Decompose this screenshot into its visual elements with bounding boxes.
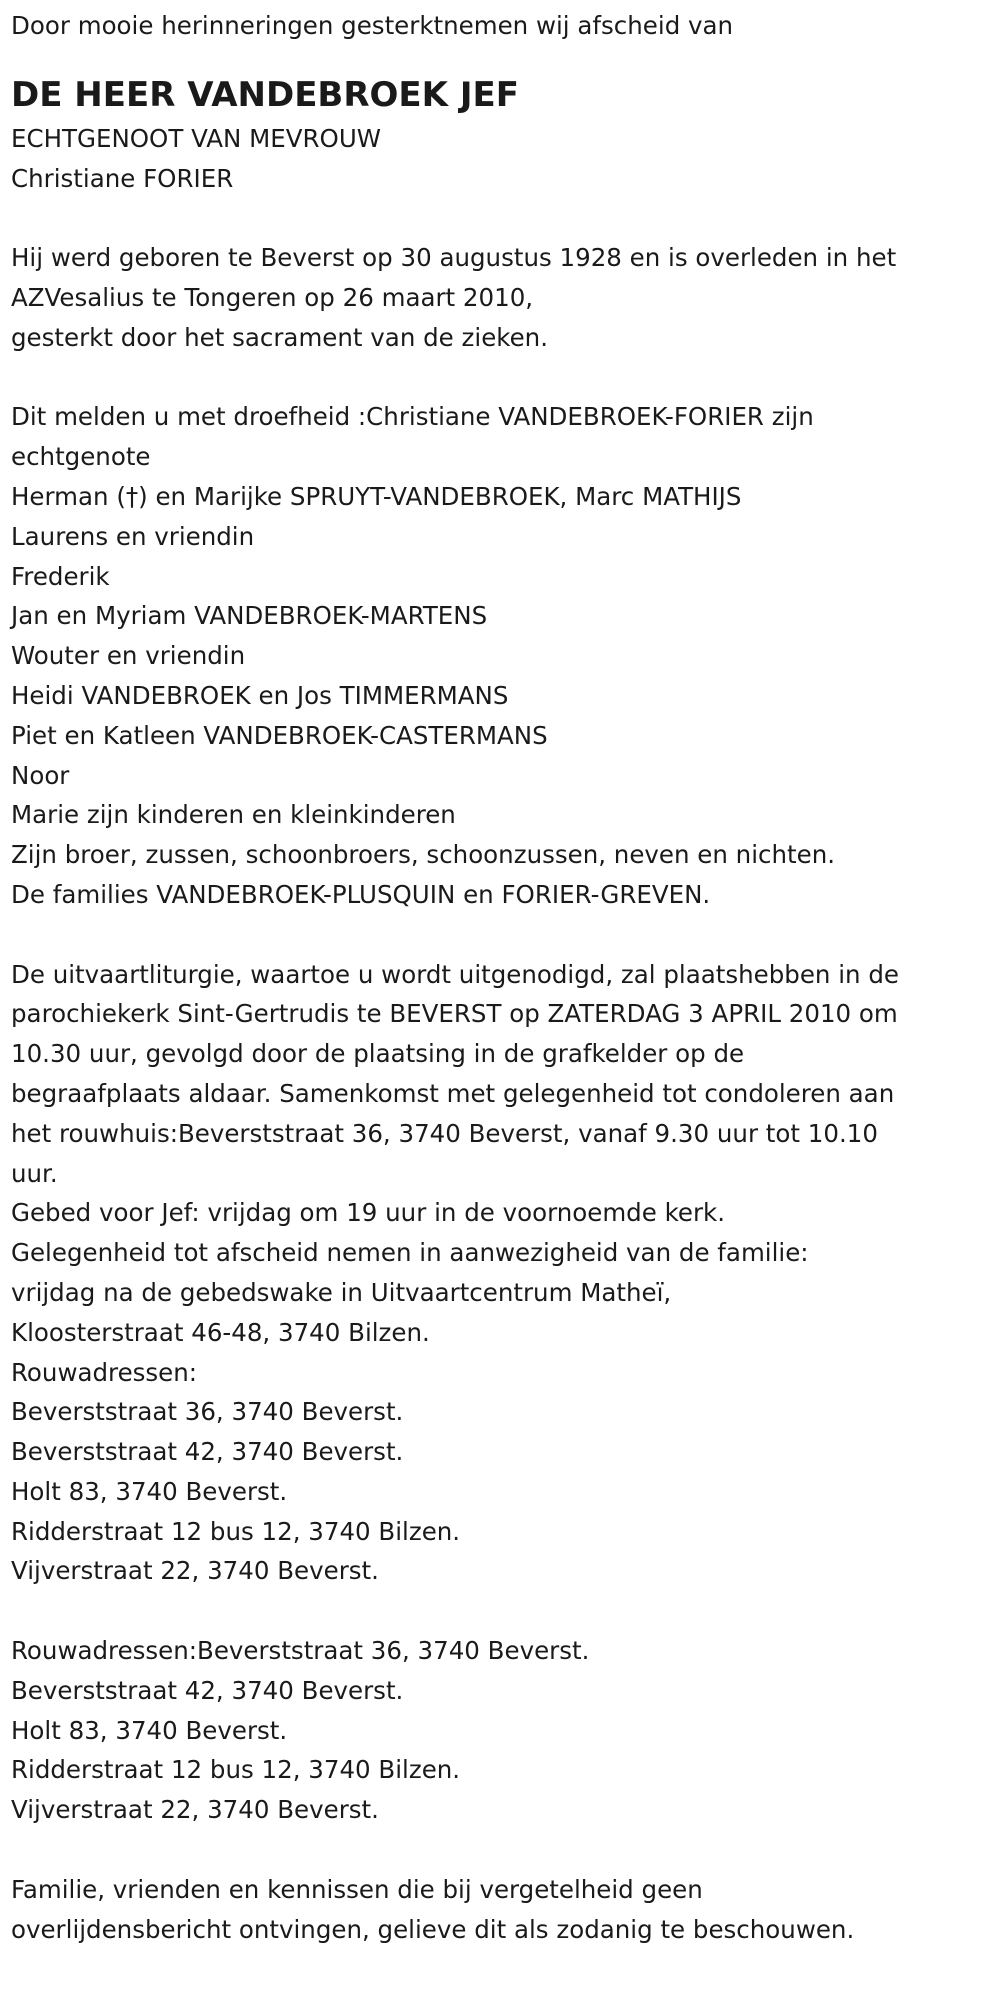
spouse-line: ECHTGENOOT VAN MEVROUW xyxy=(11,123,382,153)
funeral-line: Vijverstraat 22, 3740 Beverst. xyxy=(11,1556,379,1586)
address-line: Rouwadressen:Beverststraat 36, 3740 Beverst. xyxy=(11,1636,590,1666)
funeral-line: Gelegenheid tot afscheid nemen in aanwezigheid van de familie: xyxy=(11,1238,809,1268)
birth-death-line: Hij werd geboren te Beverst op 30 augustus 1928 en is overleden in het xyxy=(11,243,897,273)
birth-death-block xyxy=(11,238,1000,357)
family-line: Dit melden u met droefheid :Christiane VANDEBROEK-FORIER zijn xyxy=(11,402,814,432)
address-line: Beverststraat 42, 3740 Beverst. xyxy=(11,1675,404,1705)
birth-death-line: gesterkt door het sacrament van de zieken. xyxy=(11,322,548,352)
spacer xyxy=(11,915,1000,955)
funeral-line: Beverststraat 36, 3740 Beverst. xyxy=(11,1397,404,1427)
family-line: echtgenote xyxy=(11,442,151,472)
deceased-name-title: DE HEER VANDEBROEK JEF xyxy=(11,74,519,115)
family-line: Zijn broer, zussen, schoonbroers, schoonzussen, neven en nichten. xyxy=(11,840,836,870)
closing-line: Familie, vrienden en kennissen die bij vergetelheid geen xyxy=(11,1874,703,1904)
funeral-line: parochiekerk Sint-Gertrudis te BEVERST op ZATERDAG 3 APRIL 2010 om xyxy=(11,999,898,1029)
closing-line: overlijdensbericht ontvingen, gelieve dit als zodanig te beschouwen. xyxy=(11,1914,855,1944)
funeral-line: begraafplaats aldaar. Samenkomst met gelegenheid tot condoleren aan xyxy=(11,1078,895,1108)
spouse-line: Christiane FORIER xyxy=(11,163,234,193)
funeral-line: Gebed voor Jef: vrijdag om 19 uur in de voornoemde kerk. xyxy=(11,1198,726,1228)
birth-death-line: AZVesalius te Tongeren op 26 maart 2010, xyxy=(11,282,534,312)
funeral-line: 10.30 uur, gevolgd door de plaatsing in de grafkelder op de xyxy=(11,1039,745,1069)
funeral-line: Beverststraat 42, 3740 Beverst. xyxy=(11,1437,404,1467)
address-line: Ridderstraat 12 bus 12, 3740 Bilzen. xyxy=(11,1755,461,1785)
family-line: Jan en Myriam VANDEBROEK-MARTENS xyxy=(11,601,488,631)
family-line: Piet en Katleen VANDEBROEK-CASTERMANS xyxy=(11,720,548,750)
family-line: Marie zijn kinderen en kleinkinderen xyxy=(11,800,456,830)
spacer xyxy=(11,198,1000,238)
funeral-line: Ridderstraat 12 bus 12, 3740 Bilzen. xyxy=(11,1516,461,1546)
family-line: Herman (†) en Marijke SPRUYT-VANDEBROEK, Marc MATHIJS xyxy=(11,481,742,511)
family-line: Noor xyxy=(11,760,70,790)
family-line: Wouter en vriendin xyxy=(11,641,246,671)
funeral-line: vrijdag na de gebedswake in Uitvaartcentrum Matheï, xyxy=(11,1277,672,1307)
funeral-line: Kloosterstraat 46-48, 3740 Bilzen. xyxy=(11,1317,430,1347)
address-line: Vijverstraat 22, 3740 Beverst. xyxy=(11,1795,379,1825)
spouse-block xyxy=(11,119,1000,199)
spacer xyxy=(11,358,1000,398)
family-line: De families VANDEBROEK-PLUSQUIN en FORIER-GREVEN. xyxy=(11,879,711,909)
funeral-line: Holt 83, 3740 Beverst. xyxy=(11,1476,288,1506)
spacer xyxy=(11,1591,1000,1631)
closing-block xyxy=(11,1870,1000,1950)
family-line: Laurens en vriendin xyxy=(11,521,255,551)
address-line: Holt 83, 3740 Beverst. xyxy=(11,1715,288,1745)
family-line: Frederik xyxy=(11,561,110,591)
mourning-addresses-block xyxy=(11,1631,1000,1830)
family-line: Heidi VANDEBROEK en Jos TIMMERMANS xyxy=(11,680,509,710)
funeral-block xyxy=(11,955,1000,1592)
funeral-line: Rouwadressen: xyxy=(11,1357,198,1387)
funeral-line: het rouwhuis:Beverststraat 36, 3740 Beverst, vanaf 9.30 uur tot 10.10 xyxy=(11,1118,878,1148)
funeral-line: uur. xyxy=(11,1158,58,1188)
funeral-line: De uitvaartliturgie, waartoe u wordt uitgenodigd, zal plaatshebben in de xyxy=(11,959,899,989)
intro-text: Door mooie herinneringen gesterktnemen wij afscheid van xyxy=(11,11,734,40)
spacer xyxy=(11,1830,1000,1870)
family-block xyxy=(11,397,1000,914)
